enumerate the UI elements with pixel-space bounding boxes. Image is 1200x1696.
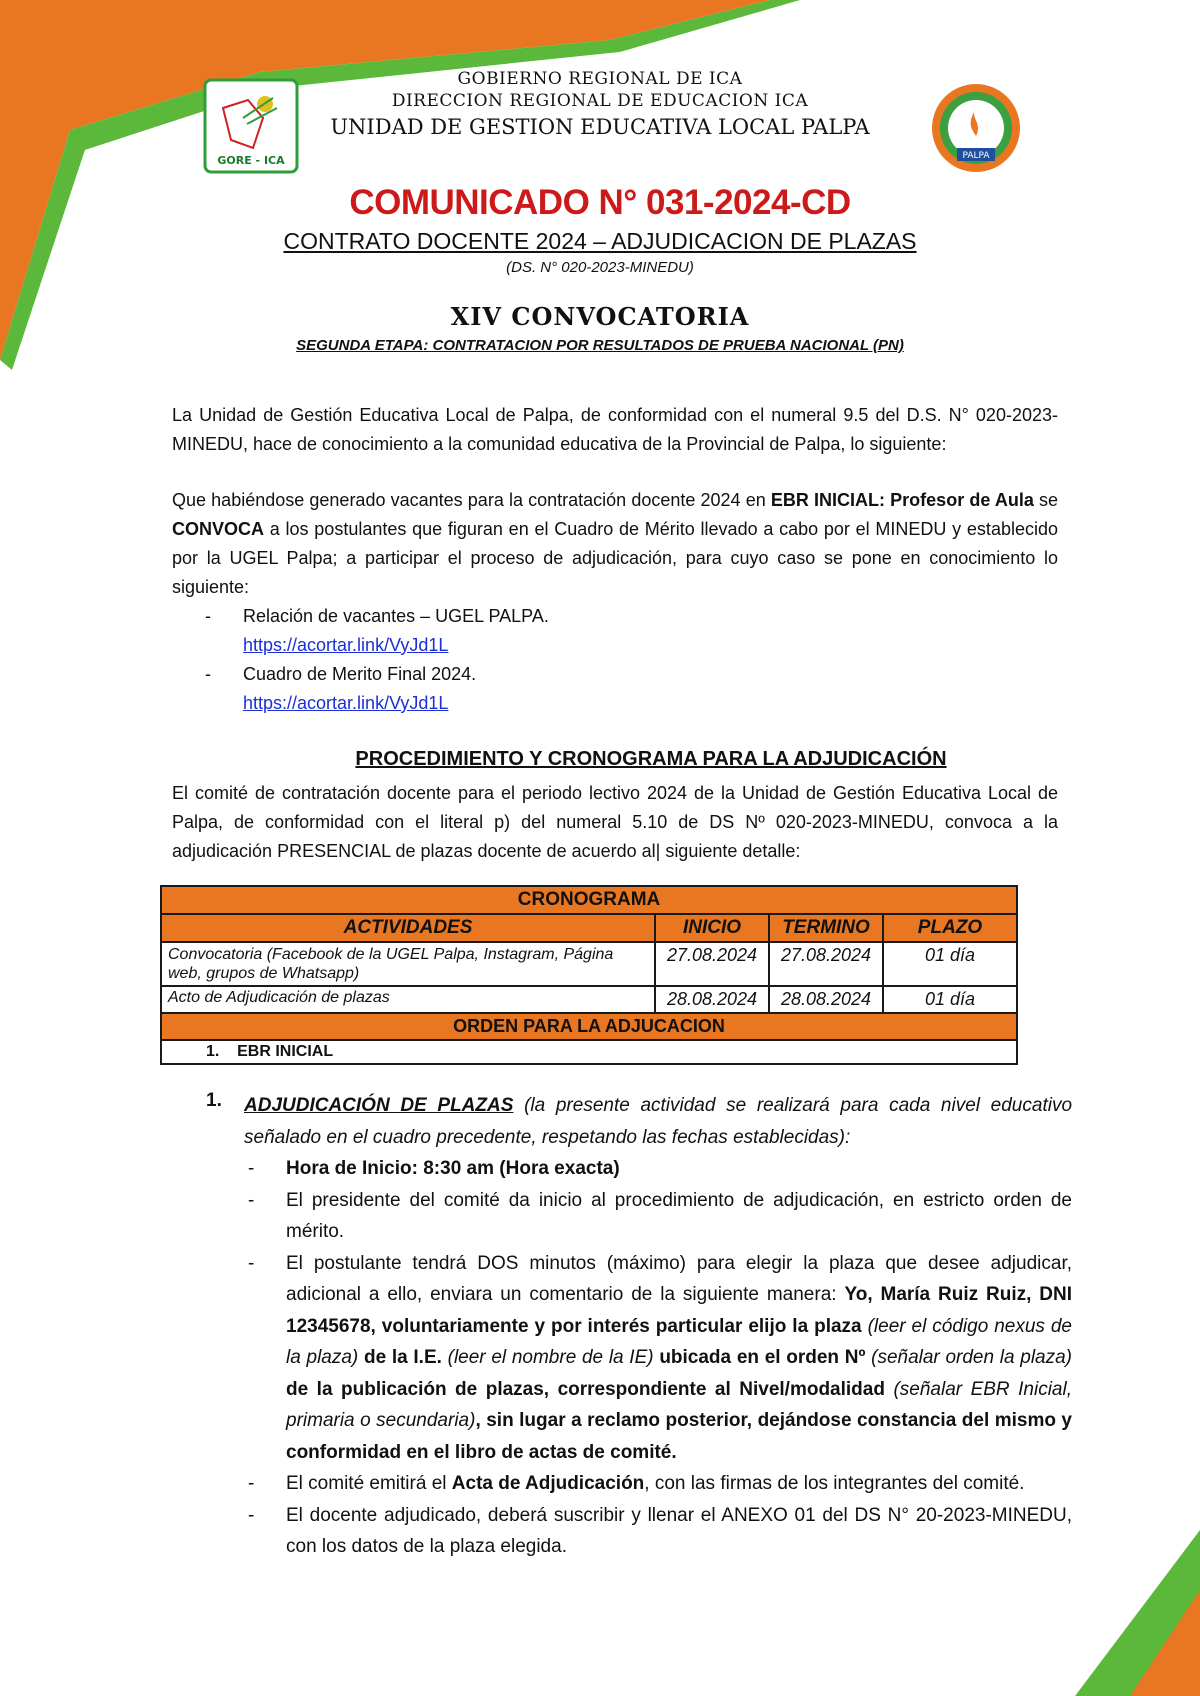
list-item: - El postulante tendrá DOS minutos (máximo) para elegir la plaza que desee adjudicar, adicional a ello, enviara un comentario de la siguiente manera: Yo, María Ruiz Ruiz, DNI 12345678, voluntariamente y por interés particular elijo la plaza (leer el código nexus de la plaza) de la I.E. (leer el nombre de la IE) ubicada en el orden Nº (señalar orden la plaza) de la publicación de plazas, correspondiente al Nivel/modalidad (señalar EBR Inicial, primaria o secundaria), sin lugar a reclamo posterior, dejándose constancia del mismo y conformidad en el libro de actas de comité. (248, 1252, 1073, 1463)
svg-text:PALPA: PALPA (962, 151, 990, 161)
col-header-termino: TERMINO (769, 914, 883, 942)
subtitle-reference: (DS. N° 020-2023-MINEDU) (506, 259, 694, 276)
table-row (161, 942, 1017, 986)
cell-plazo: 01 día (883, 942, 1017, 986)
table-row (161, 986, 1017, 1013)
table-title: CRONOGRAMA (161, 886, 1017, 914)
intro-paragraph: La Unidad de Gestión Educativa Local de Palpa, de conformidad con el numeral 9.5 del D.S. N° 020-2023-MINEDU, hace de conocimiento a la comunidad educativa de la Provincial de Palpa, lo siguiente: (172, 405, 1058, 454)
cell-inicio: 28.08.2024 (655, 986, 769, 1013)
adjudicacion-number: 1. (206, 1090, 222, 1111)
link-cuadro-merito[interactable]: https://acortar.link/VyJd1L (243, 693, 449, 713)
cell-termino: 27.08.2024 (769, 942, 883, 986)
cell-termino: 28.08.2024 (769, 986, 883, 1013)
procedimiento-heading: PROCEDIMIENTO Y CRONOGRAMA PARA LA ADJUDICACIÓN (355, 748, 947, 770)
comite-paragraph: El comité de contratación docente para el periodo lectivo 2024 de la Unidad de Gestión Educativa Local de Palpa, de conformidad con el literal p) del numeral 5.10 de DS Nº 020-2023-MINEDU, convoca a la adjudicación PRESENCIAL de plazas docente de acuerdo al| siguiente detalle: (172, 783, 1058, 861)
svg-text:GORE - ICA: GORE - ICA (217, 154, 285, 167)
header-line-1: GOBIERNO REGIONAL DE ICA (457, 69, 743, 89)
document-title: COMUNICADO N° 031-2024-CD (349, 183, 851, 222)
document-subtitle: CONTRATO DOCENTE 2024 – ADJUDICACION DE PLAZAS (283, 228, 917, 254)
col-header-inicio: INICIO (655, 914, 769, 942)
bullet-vacantes: - Relación de vacantes – UGEL PALPA. (205, 606, 549, 626)
header-line-2: DIRECCION REGIONAL DE EDUCACION ICA (391, 91, 809, 111)
orden-title: ORDEN PARA LA ADJUCACION (161, 1013, 1017, 1040)
adjudicacion-steps (244, 1153, 1072, 1563)
etapa-heading: SEGUNDA ETAPA: CONTRATACION POR RESULTADOS DE PRUEBA NACIONAL (PN) (296, 337, 904, 354)
list-item: - El comité emitirá el Acta de Adjudicación, con las firmas de los integrantes del comité. (248, 1473, 1025, 1494)
col-header-actividades: ACTIVIDADES (161, 914, 655, 942)
cell-actividad: Acto de Adjudicación de plazas (161, 986, 655, 1013)
col-header-plazo: PLAZO (883, 914, 1017, 942)
letterhead (0, 68, 1200, 140)
convocatoria-heading: XIV CONVOCATORIA (450, 302, 750, 331)
orden-item: 1. EBR INICIAL (161, 1040, 1017, 1064)
list-item: - Hora de Inicio: 8:30 am (Hora exacta) (248, 1158, 620, 1179)
list-item: - El presidente del comité da inicio al procedimiento de adjudicación, en estricto orden de mérito. (248, 1189, 1072, 1242)
cell-inicio: 27.08.2024 (655, 942, 769, 986)
adjudicacion-heading: ADJUDICACIÓN DE PLAZAS (la presente actividad se realizará para cada nivel educativo señalado en el cuadro precedente, respetando las fechas establecidas): (244, 1095, 1073, 1148)
bullet-cuadro-merito: - Cuadro de Merito Final 2024. (205, 664, 477, 684)
cell-actividad: Convocatoria (Facebook de la UGEL Palpa, Instagram, Página web, grupos de Whatsapp) (161, 942, 655, 986)
link-vacantes[interactable]: https://acortar.link/VyJd1L (243, 635, 449, 655)
convoca-paragraph: Que habiéndose generado vacantes para la contratación docente 2024 en EBR INICIAL: Profesor de Aula se CONVOCA a los postulantes que figuran en el Cuadro de Mérito llevado a cabo por el MINEDU y establecido por la UGEL Palpa; a participar el proceso de adjudicación, para cuyo caso se pone en conocimiento lo siguiente: (172, 490, 1058, 597)
header-line-3: UNIDAD DE GESTION EDUCATIVA LOCAL PALPA (330, 115, 870, 139)
cell-plazo: 01 día (883, 986, 1017, 1013)
list-item: - El docente adjudicado, deberá suscribir y llenar el ANEXO 01 del DS N° 20-2023-MINEDU, con los datos de la plaza elegida. (248, 1504, 1072, 1557)
cronograma-table (160, 885, 1018, 1065)
